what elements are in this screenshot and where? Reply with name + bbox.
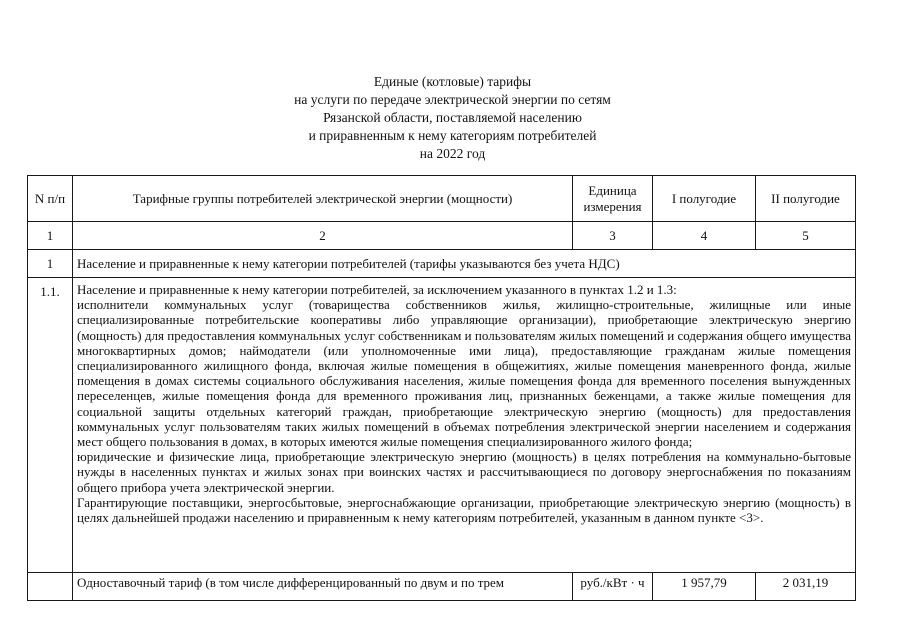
col-header-num: N п/п [28,176,73,222]
col-number: 4 [653,222,756,250]
title-line: на услуги по передаче электрической энергии по сетям [294,92,611,107]
title-line: Рязанской области, поставляемой населению [323,110,582,125]
tariff-h1: 1 957,79 [653,573,756,601]
paragraph: Гарантирующие поставщики, энергосбытовые, энергоснабжающие организации, приобретающие электрическую энергию (мощность) в целях дальнейшей продажи населению и приравненным к нему категориям потребителей, указанным в данном пункте <3>. [77,494,851,526]
tariff-row [28,573,856,601]
paragraph: юридические и физические лица, приобретающие электрическую энергию (мощность) в целях потребления на коммунально-бытовые нужды в населенных пунктах и жилых зонах при воинских частях и рассчитывающиеся по договору энергоснабжения по показаниям общего прибора учета электрической энергии. [77,449,851,495]
col-header-groups: Тарифные группы потребителей электрической энергии (мощности) [73,176,573,222]
tariff-h2: 2 031,19 [756,573,856,601]
tariff-unit: руб./кВт · ч [573,573,653,601]
title-line: на 2022 год [419,146,486,161]
col-header-h2: II полугодие [756,176,856,222]
tariff-table [27,175,856,601]
col-number: 2 [73,222,573,250]
paragraph: исполнители коммунальных услуг (товарищества собственников жилья, жилищно-строительные, жилищные или иные специализированные потребительские кооперативы либо управляющие организации), приобретающие электрическую энергию (мощность) для предоставления коммунальных услуг собственникам и пользователям жилых помещений и содержания общего имущества многоквартирных домов; наймодатели (или уполномоченные ими лица), предоставляющие гражданам жилые помещения специализированного жилищного фонда, включая жилые помещения в общежитиях, жилые помещения маневренного фонда, жилые помещения в домах системы социального обслуживания населения, жилые помещения фонда для временного поселения вынужденных переселенцев, жилые помещения фонда для временного проживания лиц, признанных беженцами, а также жилые помещения для социальной защиты отдельных категорий граждан, приобретающие электрическую энергию (мощность) для предоставления коммунальных услуг пользователям таких жилых помещений в объемах потребления электрической энергии населением и содержания мест общего пользования в домах, в которых имеются жилые помещения специализированного жилого фонда; [77,297,851,450]
col-number: 1 [28,222,73,250]
col-number: 5 [756,222,856,250]
tariff-name: Одноставочный тариф (в том числе дифференцированный по двум и по трем [73,573,573,601]
section-number: 1 [28,250,73,278]
section-title: Население и приравненные к нему категории потребителей (тарифы указываются без учета НДС) [73,250,856,278]
title-line: и приравненным к нему категориям потребителей [308,128,597,143]
row-description [73,278,856,573]
col-header-unit: Единица измерения [573,176,653,222]
column-number-row [28,222,856,250]
col-number: 3 [573,222,653,250]
row-number: 1.1. [28,278,73,573]
header-row [28,176,856,222]
row-1-1 [28,278,856,573]
title-line: Единые (котловые) тарифы [373,74,532,89]
row-number-empty [28,573,73,601]
document-title [0,73,905,163]
section-row [28,250,856,278]
paragraph: Население и приравненные к нему категории потребителей, за исключением указанного в пунктах 1.2 и 1.3: [77,282,677,297]
col-header-h1: I полугодие [653,176,756,222]
